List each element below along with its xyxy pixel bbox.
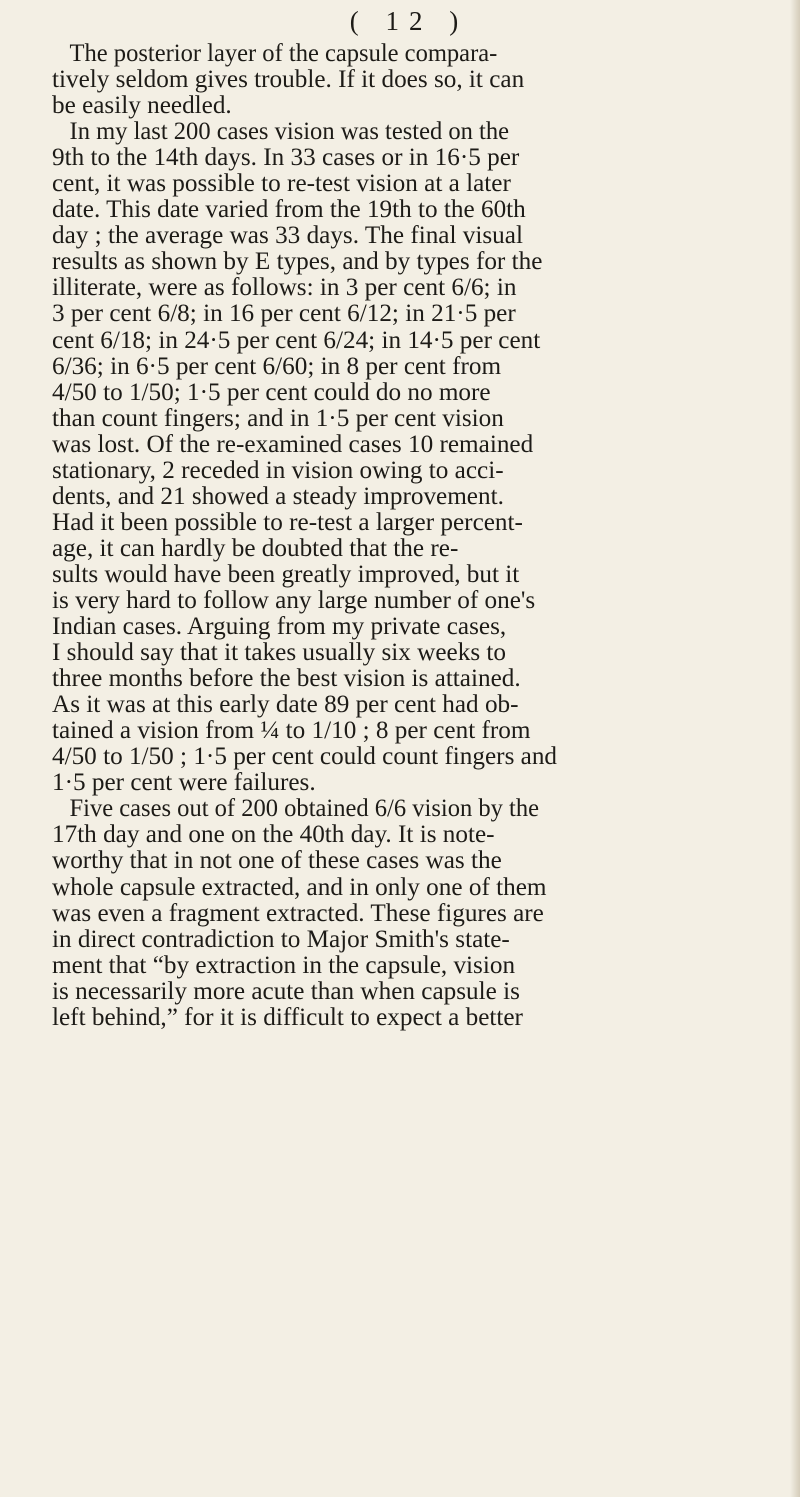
text-line: cent 6/18; in 24·5 per cent 6/24; in 14·5 per cent: [52, 326, 541, 354]
text-line: 3 per cent 6/8; in 16 per cent 6/12; in 21·5 per: [52, 300, 516, 328]
text-line: results as shown by E types, and by types for the: [52, 248, 543, 276]
text-line: three months before the best vision is attained.: [52, 665, 521, 693]
text-line: 4/50 to 1/50 ; 1·5 per cent could count fingers and: [52, 743, 558, 771]
text-line: is necessarily more acute than when capsule is: [52, 977, 520, 1005]
text-line: was lost. Of the re-examined cases 10 remained: [52, 430, 534, 458]
text-line: sults would have been greatly improved, but it: [52, 560, 520, 588]
text-line: is very hard to follow any large number of one's: [52, 586, 536, 614]
text-line: was even a fragment extracted. These figures are: [52, 899, 544, 927]
text-line: day ; the average was 33 days. The final visual: [52, 222, 523, 250]
paragraph-posterior-layer: [52, 41, 756, 119]
text-line: Five cases out of 200 obtained 6/6 vision by the: [69, 795, 540, 823]
text-line: than count fingers; and in 1·5 per cent vision: [52, 404, 504, 432]
text-line: whole capsule extracted, and in only one of them: [52, 873, 547, 901]
text-line: tained a vision from ¼ to 1/10 ; 8 per cent from: [52, 717, 531, 745]
page-number: ( 12 ): [349, 6, 469, 36]
paragraph-five-cases: [52, 796, 756, 1030]
text-line: date. This date varied from the 19th to the 60th: [52, 196, 526, 224]
text-line: illiterate, were as follows: in 3 per cent 6/6; in: [52, 274, 517, 302]
text-line: I should say that it takes usually six weeks to: [52, 639, 507, 667]
text-line: Had it been possible to re-test a larger percent-: [52, 508, 523, 536]
page-edge-shadow: [790, 0, 800, 1497]
text-line: be easily needled.: [52, 92, 232, 120]
text-line: 6/36; in 6·5 per cent 6/60; in 8 per cent from: [52, 352, 502, 380]
paragraph-vision-results: [52, 119, 756, 796]
text-line: As it was at this early date 89 per cent had ob-: [52, 691, 519, 719]
text-line: 17th day and one on the 40th day. It is note-: [52, 821, 495, 849]
text-line: cent, it was possible to re-test vision at a later: [52, 170, 511, 198]
text-line: age, it can hardly be doubted that the re-: [52, 534, 459, 562]
text-line: Indian cases. Arguing from my private cases,: [52, 613, 507, 641]
text-line: In my last 200 cases vision was tested on the: [69, 118, 510, 146]
text-line: worthy that in not one of these cases was the: [52, 847, 502, 875]
text-line: left behind,” for it is difficult to expect a better: [52, 1003, 523, 1031]
text-line: in direct contradiction to Major Smith's state-: [52, 925, 510, 953]
text-line: 1·5 per cent were failures.: [52, 769, 316, 797]
text-line: 9th to the 14th days. In 33 cases or in 16·5 per: [52, 144, 520, 172]
text-line: ment that “by extraction in the capsule, vision: [52, 951, 516, 979]
text-line: The posterior layer of the capsule compara-: [69, 40, 498, 67]
text-line: stationary, 2 receded in vision owing to acci-: [52, 456, 504, 484]
text-line: 4/50 to 1/50; 1·5 per cent could do no more: [52, 378, 491, 406]
text-line: tively seldom gives trouble. If it does so, it can: [52, 66, 525, 94]
text-line: dents, and 21 showed a steady improvement.: [52, 482, 504, 510]
